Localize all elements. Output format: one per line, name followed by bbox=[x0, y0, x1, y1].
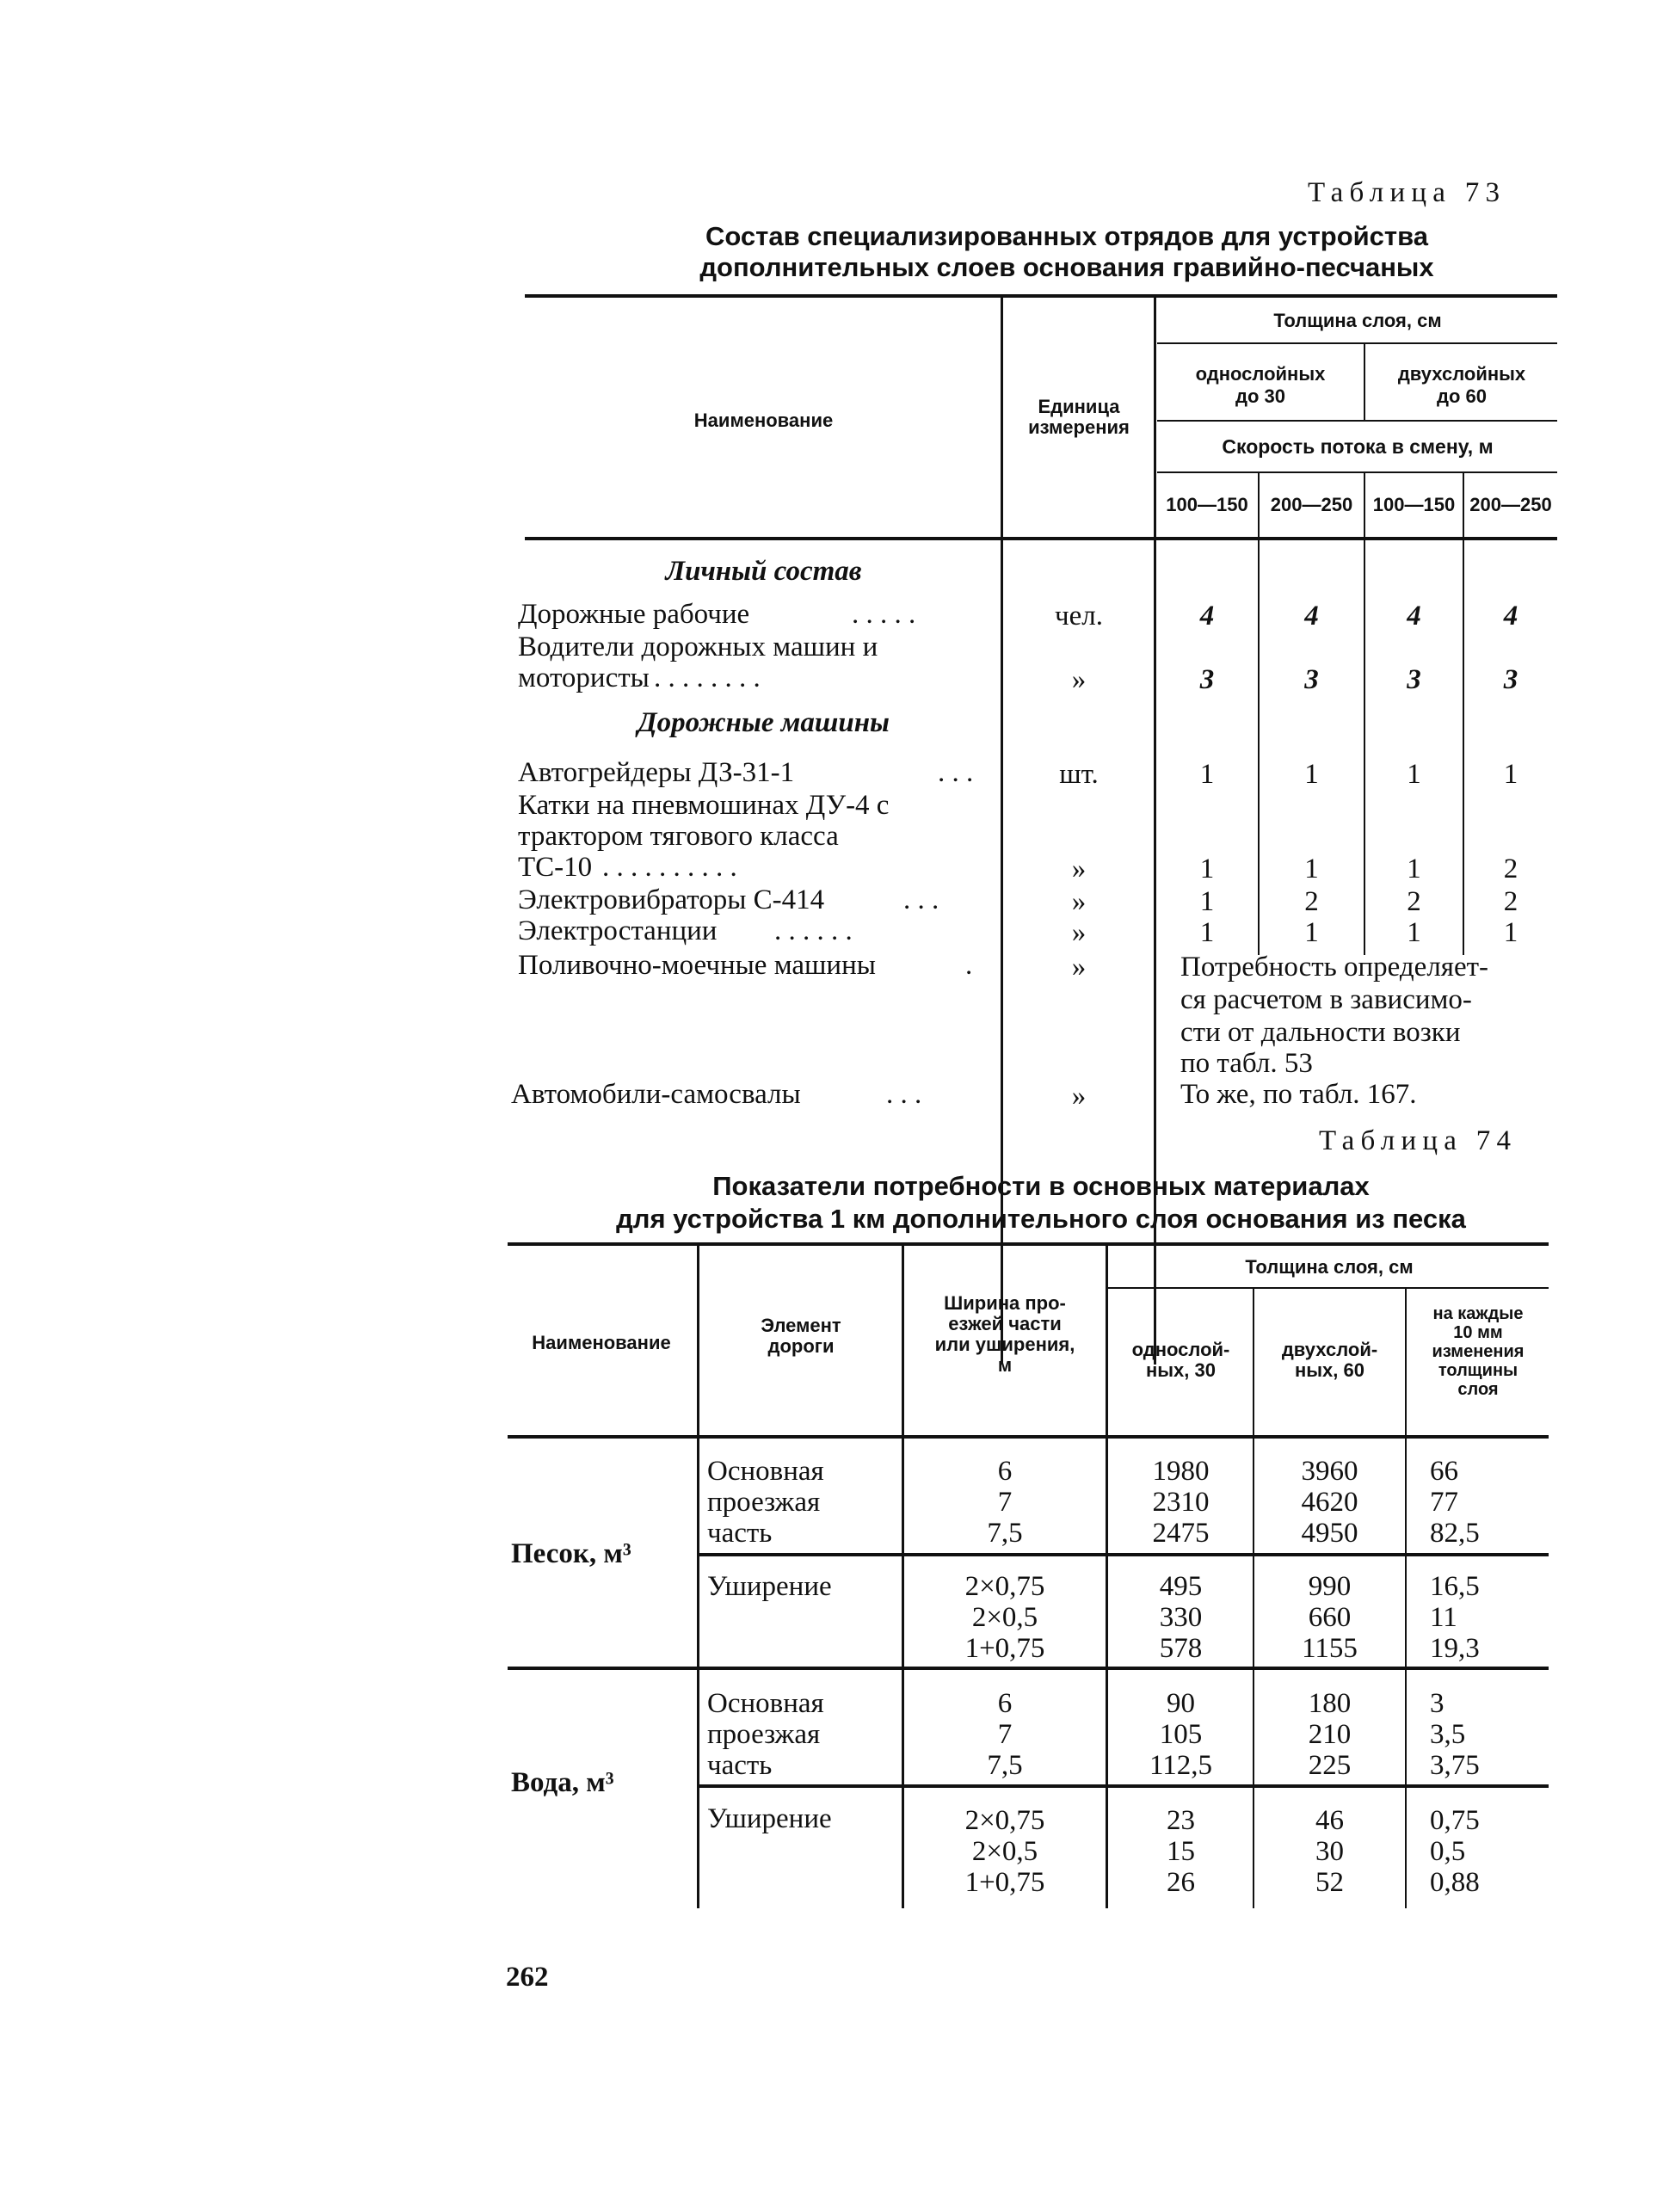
table-74-water-carriageway-double-2: 210 bbox=[1308, 1719, 1352, 1750]
table-74-sand-carriageway-element-line-1: Основная bbox=[707, 1456, 824, 1487]
table-73-section-machines: Дорожные машины bbox=[638, 707, 890, 738]
table-73-row-trucks-note: То же, по табл. 167. bbox=[1180, 1079, 1417, 1110]
table-73-row-graders-unit: шт. bbox=[1059, 759, 1099, 790]
table-74-water-widening-per10-2: 0,5 bbox=[1430, 1836, 1466, 1867]
table-73-header-single-line-2: до 30 bbox=[1235, 385, 1285, 407]
table-73-header-thickness: Толщина слоя, см bbox=[1273, 310, 1442, 331]
table-74-sand-carriageway-double-1: 3960 bbox=[1301, 1456, 1358, 1487]
table-74-sand-widening-per10-1: 16,5 bbox=[1430, 1571, 1480, 1602]
table-74-water-carriageway-element-line-2: проезжая bbox=[707, 1719, 821, 1750]
table-74-sand-carriageway-per10-3: 82,5 bbox=[1430, 1518, 1480, 1549]
table-74-header-single-line-2: ных, 30 bbox=[1145, 1359, 1216, 1381]
table-74-header-per10-line-3: изменения bbox=[1432, 1342, 1525, 1361]
table-74-water-widening-single-1: 23 bbox=[1167, 1805, 1195, 1836]
table-73-header-range-4: 200—250 bbox=[1469, 494, 1552, 515]
table-74-sand-widening-double-3: 1155 bbox=[1302, 1633, 1358, 1664]
table-73-row-trucks-unit: » bbox=[1071, 1081, 1087, 1112]
table-73-row-workers-v1: 4 bbox=[1199, 601, 1215, 632]
table-74-water-widening-element: Уширение bbox=[707, 1803, 832, 1834]
table-73-header-speed: Скорость потока в смену, м bbox=[1222, 435, 1494, 458]
table-73-title-line-2: дополнительных слоев основания гравийно-песчаных bbox=[699, 252, 1434, 282]
table-74-sand-widening-width-3: 1+0,75 bbox=[964, 1633, 1045, 1664]
table-73-row-watering-note-line-1: Потребность определяет- bbox=[1180, 952, 1489, 983]
table-73-row-watering-note-line-3: сти от дальности возки bbox=[1180, 1017, 1461, 1048]
table-74-water-widening-per10-1: 0,75 bbox=[1430, 1805, 1480, 1836]
table-73-row-drivers-v3: 3 bbox=[1407, 664, 1421, 695]
table-73-row-workers-leader: . . . . . bbox=[852, 599, 916, 630]
table-74-sand-widening-element: Уширение bbox=[707, 1571, 832, 1602]
table-74-water-widening-double-1: 46 bbox=[1315, 1805, 1344, 1836]
table-73-layer-rule bbox=[1157, 420, 1557, 422]
table-73-row-rollers-name-line-2: трактором тягового класса bbox=[518, 821, 839, 852]
table-74-sand-carriageway-single-3: 2475 bbox=[1152, 1518, 1210, 1549]
table-73-row-workers-v4: 4 bbox=[1503, 601, 1518, 632]
table-74-sand-carriageway-single-2: 2310 bbox=[1152, 1487, 1210, 1518]
table-73-row-graders-v2: 1 bbox=[1304, 759, 1319, 790]
table-74-water-widening-width-2: 2×0,5 bbox=[971, 1836, 1038, 1867]
table-74-water-widening-width-1: 2×0,75 bbox=[964, 1805, 1045, 1836]
table-74-sand-carriageway-double-3: 4950 bbox=[1301, 1518, 1358, 1549]
table-74-water-widening-single-3: 26 bbox=[1167, 1867, 1195, 1898]
table-73-row-drivers-name-line-2: мотористы bbox=[518, 662, 650, 693]
table-74-water-carriageway-per10-2: 3,5 bbox=[1430, 1719, 1466, 1750]
table-74-water-carriageway-single-1: 90 bbox=[1167, 1688, 1195, 1719]
table-74-sand-carriageway-single-1: 1980 bbox=[1152, 1456, 1210, 1487]
table-73-row-workers-v2: 4 bbox=[1304, 601, 1319, 632]
table-74-header-thickness: Толщина слоя, см bbox=[1245, 1256, 1414, 1278]
table-74-water-carriageway-width-3: 7,5 bbox=[987, 1750, 1023, 1781]
table-74-sand-carriageway-width-1: 6 bbox=[997, 1456, 1013, 1487]
table-73-row-workers-v3: 4 bbox=[1407, 601, 1421, 632]
table-74-water-carriageway-width-2: 7 bbox=[997, 1719, 1013, 1750]
table-73-section-staff: Личный состав bbox=[665, 556, 862, 587]
table-74-sand-carriageway-element-line-3: часть bbox=[707, 1518, 773, 1549]
table-74-sand-carriageway-element-line-2: проезжая bbox=[707, 1487, 821, 1518]
table-73-divider-layer bbox=[1364, 344, 1365, 420]
table-74-header-double-line-2: ных, 60 bbox=[1294, 1359, 1364, 1381]
table-73-row-rollers-v4: 2 bbox=[1503, 853, 1518, 884]
table-74-water-carriageway-element-line-1: Основная bbox=[707, 1688, 824, 1719]
table-73-row-rollers-v2: 1 bbox=[1304, 853, 1319, 884]
table-73-row-watering-note-line-2: ся расчетом в зависимо- bbox=[1180, 984, 1472, 1015]
table-74-sand-carriageway-per10-1: 66 bbox=[1430, 1456, 1458, 1487]
table-74-water-mid-rule bbox=[699, 1784, 1549, 1788]
table-73-row-watering-name: Поливочно-моечные машины bbox=[518, 950, 876, 981]
table-74-water-carriageway-double-1: 180 bbox=[1308, 1688, 1352, 1719]
table-73-row-drivers-leader: . . . . . . . . bbox=[654, 662, 761, 693]
table-74-sand-widening-double-2: 660 bbox=[1308, 1602, 1352, 1633]
table-73-row-graders-v3: 1 bbox=[1407, 759, 1421, 790]
table-73-row-stations-v3: 1 bbox=[1407, 917, 1421, 948]
table-73-row-graders-name: Автогрейдеры ДЗ-31-1 bbox=[518, 757, 795, 788]
table-73-title-line-1: Состав специализированных отрядов для устройства bbox=[705, 221, 1428, 251]
table-73-row-watering-leader: . bbox=[965, 950, 973, 981]
table-73-header-single-line-1: однослойных bbox=[1195, 363, 1326, 385]
table-74-header-per10-line-4: толщины bbox=[1438, 1361, 1518, 1380]
table-74-label: Таблица 74 bbox=[1319, 1125, 1518, 1156]
table-74-header-width-line-4: м bbox=[997, 1354, 1013, 1376]
table-74-water-widening-double-2: 30 bbox=[1315, 1836, 1344, 1867]
table-73-header-range-1: 100—150 bbox=[1166, 494, 1248, 515]
table-73-row-drivers-v1: 3 bbox=[1199, 664, 1215, 695]
table-74-sand-carriageway-double-2: 4620 bbox=[1301, 1487, 1358, 1518]
table-73-row-rollers-leader: . . . . . . . . . . bbox=[602, 852, 737, 883]
table-74-header-name: Наименование bbox=[532, 1332, 671, 1353]
table-73-row-vibrators-v1: 1 bbox=[1199, 886, 1215, 917]
table-74-sand-mid-rule bbox=[699, 1553, 1549, 1556]
table-73-speed-rule bbox=[1157, 471, 1557, 473]
table-73-row-trucks-leader: . . . bbox=[886, 1079, 922, 1110]
table-74-top-rule bbox=[508, 1242, 1549, 1246]
table-73-row-trucks-name: Автомобили-самосвалы bbox=[511, 1079, 801, 1110]
table-73-row-rollers-unit: » bbox=[1071, 853, 1087, 884]
table-73-row-stations-v1: 1 bbox=[1199, 917, 1215, 948]
table-73-row-rollers-name-line-1: Катки на пневмошинах ДУ-4 с bbox=[518, 790, 890, 821]
table-74-water-carriageway-per10-3: 3,75 bbox=[1430, 1750, 1480, 1781]
table-73-row-stations-name: Электростанции bbox=[518, 915, 718, 946]
table-74-water-carriageway-width-1: 6 bbox=[997, 1688, 1013, 1719]
table-74-water-widening-width-3: 1+0,75 bbox=[964, 1867, 1045, 1898]
table-73-row-drivers-v4: 3 bbox=[1503, 664, 1518, 695]
table-73-row-vibrators-v2: 2 bbox=[1304, 886, 1319, 917]
table-73-header-name: Наименование bbox=[693, 410, 834, 431]
table-73-row-stations-v2: 1 bbox=[1304, 917, 1319, 948]
table-74-water-widening-double-3: 52 bbox=[1315, 1867, 1344, 1898]
table-74-divider-single bbox=[1106, 1246, 1108, 1908]
table-73-row-vibrators-unit: » bbox=[1071, 886, 1087, 917]
table-74-header-width-line-3: или уширения, bbox=[934, 1334, 1075, 1355]
table-73-row-stations-leader: . . . . . . bbox=[774, 915, 853, 946]
table-74-water-carriageway-double-3: 225 bbox=[1308, 1750, 1352, 1781]
table-73-row-vibrators-name: Электровибраторы С-414 bbox=[518, 884, 825, 915]
table-74-sand-widening-single-2: 330 bbox=[1159, 1602, 1203, 1633]
table-74-water-carriageway-per10-1: 3 bbox=[1430, 1688, 1444, 1719]
page-number: 262 bbox=[506, 1962, 549, 1993]
table-73-thickness-rule bbox=[1157, 342, 1557, 344]
table-74-sand-widening-per10-3: 19,3 bbox=[1430, 1633, 1480, 1664]
table-73-row-rollers-name-line-3: ТС-10 bbox=[518, 852, 593, 883]
table-73-row-drivers-unit: » bbox=[1071, 664, 1087, 695]
table-73-header-bottom-rule bbox=[525, 537, 1557, 540]
table-74-divider-element bbox=[697, 1246, 699, 1908]
table-74-water-widening-single-2: 15 bbox=[1167, 1836, 1195, 1867]
table-73-header-range-3: 100—150 bbox=[1372, 494, 1456, 515]
table-74-water-widening-per10-3: 0,88 bbox=[1430, 1867, 1480, 1898]
table-74-header-width-line-2: езжей части bbox=[948, 1313, 1062, 1334]
table-73-header-unit-line-1: Единица bbox=[1038, 396, 1120, 417]
table-74-sand-widening-double-1: 990 bbox=[1308, 1571, 1352, 1602]
table-74-water-carriageway-single-2: 105 bbox=[1159, 1719, 1203, 1750]
table-74-sand-widening-single-1: 495 bbox=[1159, 1571, 1203, 1602]
table-73-row-drivers-v2: 3 bbox=[1304, 664, 1319, 695]
table-74-sand-name: Песок, м³ bbox=[511, 1538, 631, 1569]
table-73-row-rollers-v3: 1 bbox=[1407, 853, 1421, 884]
table-73-top-rule bbox=[525, 294, 1557, 298]
table-74-sand-widening-width-1: 2×0,75 bbox=[964, 1571, 1045, 1602]
table-73-row-workers-name: Дорожные рабочие bbox=[518, 599, 750, 630]
table-74-divider-width bbox=[902, 1246, 904, 1908]
table-74-sand-carriageway-width-3: 7,5 bbox=[987, 1518, 1023, 1549]
table-74-title-line-1: Показатели потребности в основных материалах bbox=[712, 1171, 1370, 1201]
table-74-sand-widening-single-3: 578 bbox=[1159, 1633, 1203, 1664]
table-73-row-graders-v1: 1 bbox=[1199, 759, 1215, 790]
table-73-row-watering-unit: » bbox=[1071, 952, 1087, 983]
table-74-header-per10-line-1: на каждые bbox=[1432, 1304, 1524, 1323]
table-73-row-graders-leader: . . . bbox=[938, 757, 974, 788]
table-74-sand-carriageway-per10-2: 77 bbox=[1430, 1487, 1458, 1518]
table-73-row-rollers-v1: 1 bbox=[1199, 853, 1215, 884]
table-74-divider-double bbox=[1253, 1289, 1254, 1908]
table-74-sand-carriageway-width-2: 7 bbox=[997, 1487, 1013, 1518]
table-74-title-line-2: для устройства 1 км дополнительного слоя основания из песка bbox=[616, 1204, 1466, 1234]
table-73-row-watering-note-line-4: по табл. 53 bbox=[1180, 1048, 1313, 1079]
table-73-header-double-line-1: двухслойных bbox=[1397, 363, 1526, 385]
table-74-header-element-line-2: дороги bbox=[767, 1335, 835, 1357]
table-74-sand-widening-per10-2: 11 bbox=[1430, 1602, 1457, 1633]
table-74-header-width-line-1: Ширина про- bbox=[944, 1292, 1066, 1314]
table-73-row-drivers-name-line-1: Водители дорожных машин и bbox=[518, 632, 878, 662]
table-73-label: Таблица 73 bbox=[1308, 177, 1506, 208]
table-74-sand-bottom-rule bbox=[508, 1667, 1549, 1670]
table-74-divider-per10 bbox=[1405, 1289, 1407, 1908]
table-74-sand-widening-width-2: 2×0,5 bbox=[971, 1602, 1038, 1633]
table-74-header-element-line-1: Элемент bbox=[761, 1315, 841, 1336]
table-73-header-double-line-2: до 60 bbox=[1437, 385, 1487, 407]
table-74-header-per10-line-2: 10 мм bbox=[1453, 1323, 1503, 1342]
table-73-row-vibrators-v3: 2 bbox=[1407, 886, 1421, 917]
table-74-header-single-line-1: однослой- bbox=[1131, 1339, 1230, 1360]
table-73-row-vibrators-leader: . . . bbox=[903, 884, 939, 915]
table-74-header-double-line-1: двухслой- bbox=[1281, 1339, 1378, 1360]
table-74-header-per10-line-5: слоя bbox=[1457, 1380, 1499, 1399]
table-74-thickness-rule bbox=[1108, 1287, 1549, 1289]
table-74-header-bottom-rule bbox=[508, 1435, 1549, 1439]
table-73-row-graders-v4: 1 bbox=[1503, 759, 1518, 790]
table-73-row-workers-unit: чел. bbox=[1055, 601, 1103, 632]
table-74-water-carriageway-element-line-3: часть bbox=[707, 1750, 773, 1781]
table-73-row-vibrators-v4: 2 bbox=[1503, 886, 1518, 917]
table-73-row-stations-unit: » bbox=[1071, 917, 1087, 948]
table-73-row-stations-v4: 1 bbox=[1503, 917, 1518, 948]
table-73-header-range-2: 200—250 bbox=[1270, 494, 1353, 515]
table-74-water-name: Вода, м³ bbox=[511, 1767, 614, 1798]
table-74-water-carriageway-single-3: 112,5 bbox=[1149, 1750, 1213, 1781]
table-73-header-unit-line-2: измерения bbox=[1028, 416, 1130, 438]
